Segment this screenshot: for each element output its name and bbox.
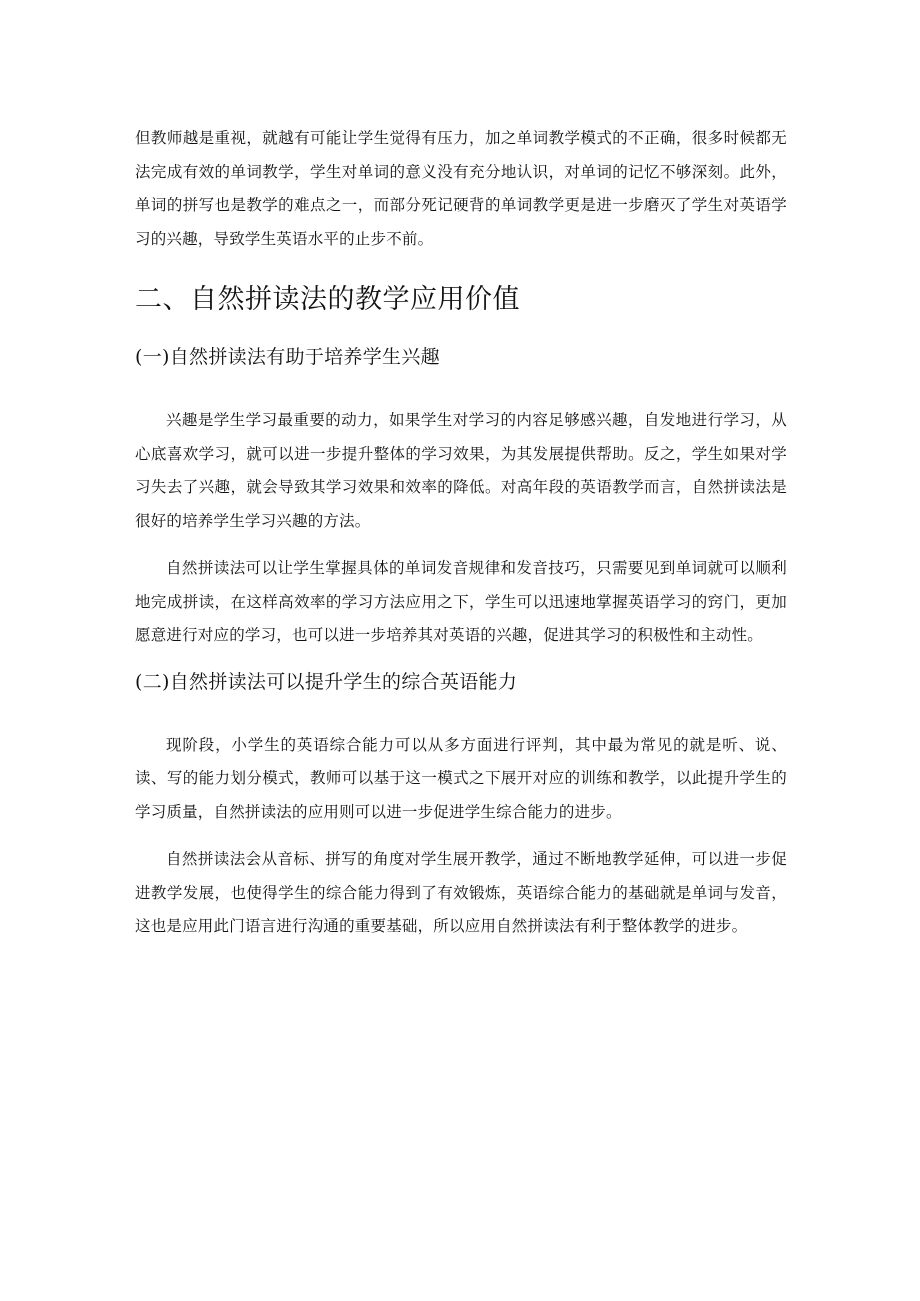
section-heading: 二、自然拼读法的教学应用价值 <box>135 284 520 315</box>
paragraph-ability-1: 现阶段，小学生的英语综合能力可以从多方面进行评判，其中最为常见的就是听、说、读、写的能力划分模式，教师可以基于这一模式之下展开对应的训练和教学，以此提升学生的学习质量，自然拼读法的应用则可以进一步促进学生综合能力的进步。 <box>135 735 787 821</box>
document-body <box>135 122 787 944</box>
intro-paragraph: 但教师越是重视，就越有可能让学生觉得有压力，加之单词教学模式的不正确，很多时候都无法完成有效的单词教学，学生对单词的意义没有充分地认识，对单词的记忆不够深刻。此外，单词的拼写也是教学的难点之一，而部分死记硬背的单词教学更是进一步磨灭了学生对英语学习的兴趣，导致学生英语水平的止步不前。 <box>135 129 787 248</box>
paragraph-interest-1: 兴趣是学生学习最重要的动力，如果学生对学习的内容足够感兴趣，自发地进行学习，从心底喜欢学习，就可以进一步提升整体的学习效果，为其发展提供帮助。反之，学生如果对学习失去了兴趣，就会导致其学习效果和效率的降低。对高年段的英语教学而言，自然拼读法是很好的培养学生学习兴趣的方法。 <box>135 411 787 530</box>
paragraph-interest-2: 自然拼读法可以让学生掌握具体的单词发音规律和发音技巧，只需要见到单词就可以顺利地完成拼读，在这样高效率的学习方法应用之下，学生可以迅速地掌握英语学习的窍门，更加愿意进行对应的学习，也可以进一步培养其对英语的兴趣，促进其学习的积极性和主动性。 <box>135 559 787 644</box>
paragraph-ability-2: 自然拼读法会从音标、拼写的角度对学生展开教学，通过不断地教学延伸，可以进一步促进教学发展，也使得学生的综合能力得到了有效锻炼，英语综合能力的基础就是单词与发音，这也是应用此门语言进行沟通的重要基础，所以应用自然拼读法有利于整体教学的进步。 <box>135 850 787 935</box>
subheading-ability: (二)自然拼读法可以提升学生的综合英语能力 <box>135 670 518 693</box>
subheading-interest: (一)自然拼读法有助于培养学生兴趣 <box>135 346 440 368</box>
